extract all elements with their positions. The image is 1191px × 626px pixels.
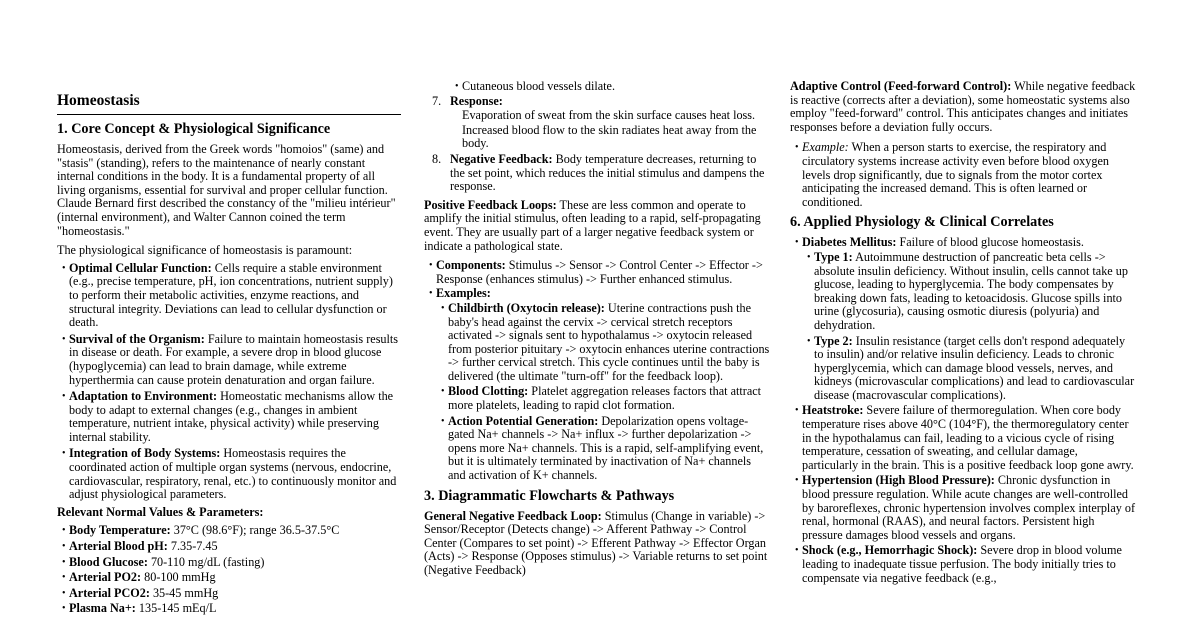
- list-item: • Examples: • Childbirth (Oxytocin release): Uterine contractions push the baby's head against the cervix -> cervical stretch receptors activated -> signals sent to hypothalamus -> oxytocin released from posterior pituitary -> oxytocin enhances uterine contractions -> further cervical stretch. This cycle continues until the baby is delivered (the ultimate "turn-off" for the feedback loop). • Blood Clotting: Platelet aggregation releases factors that attract more platelets, leading to rapid clot formation. • Action Potential Generation: Depolarization opens voltage-gated Na+ channels -> Na+ influx -> further depolarization -> opens more Na+ channels. This is a rapid, self-amplifying event, but it is ultimately terminated by inactivation of Na+ channels and activation of K+ channels.: [424, 287, 770, 482]
- list-item: Increased blood flow to the skin radiates heat away from the body.: [462, 122, 757, 151]
- positive-feedback-list: [424, 259, 770, 483]
- list-item: • Arterial Blood pH: 7.35-7.45: [57, 540, 401, 554]
- examples-sublist: [436, 302, 770, 483]
- list-item: • Diabetes Mellitus: Failure of blood glucose homeostasis. • Type 1: Autoimmune destruction of pancreatic beta cells -> absolute insulin deficiency. Without insulin, cells cannot take up glucose, leading to hyperglycemia. The body compensates by breaking down fats, leading to ketoacidosis. Glucose spills into urine (glycosuria), causing osmotic diuresis (polyuria) and dehydration. • Type 2: Insulin resistance (target cells don't respond adequately to insulin) and/or relative insulin deficiency. Leads to chronic hyperglycemia, which can damage blood vessels, nerves, and kidneys (microvascular complications) and lead to cardiovascular disease (macrovascular complications).: [790, 236, 1136, 402]
- list-item: • Hypertension (High Blood Pressure): Chronic dysfunction in blood pressure regulation. While acute changes are well-controlled by baroreflexes, chronic hypertension involves complex interplay of renal, hormonal (RAAS), and neural factors. Persistent high pressure damages blood vessels and organs.: [790, 474, 1136, 542]
- list-item: • Type 2: Insulin resistance (target cells don't respond adequately to insulin) and/or relative insulin deficiency. Leads to chronic hyperglycemia, which can damage blood vessels, nerves, and kidneys (microvascular complications) and lead to cardiovascular disease (macrovascular complications).: [802, 335, 1136, 403]
- intro-paragraph: Homeostasis, derived from the Greek words "homoios" (same) and "stasis" (standing), refers to the maintenance of nearly constant internal conditions in the body. It is a fundamental property of all living organisms, essential for survival and proper cellular function. Claude Bernard first described the constancy of the "milieu intérieur" (internal environment), and Walter Cannon coined the term "homeostasis.": [57, 142, 396, 238]
- significance-list: [57, 262, 401, 502]
- significance-lead: The physiological significance of homeostasis is paramount:: [57, 243, 353, 258]
- list-item: • Body Temperature: 37°C (98.6°F); range 36.5-37.5°C: [57, 524, 401, 538]
- list-item: • Plasma Na+: 135-145 mEq/L: [57, 602, 401, 616]
- list-item: • Survival of the Organism: Failure to maintain homeostasis results in disease or death. For example, a severe drop in blood glucose (hypoglycemia) can lead to brain damage, while extreme hyperthermia can cause protein denaturation and organ failure.: [57, 333, 401, 387]
- list-item: • Action Potential Generation: Depolarization opens voltage-gated Na+ channels -> Na+ influx -> further depolarization -> opens more Na+ channels. This is a rapid, self-amplifying event, but it is ultimately terminated by inactivation of Na+ channels and activation of K+ channels.: [436, 415, 770, 483]
- normal-values-heading: Relevant Normal Values & Parameters:: [57, 504, 264, 519]
- clinical-list: [790, 236, 1136, 585]
- list-item: • Blood Glucose: 70-110 mg/dL (fasting): [57, 556, 401, 570]
- list-item: • Components: Stimulus -> Sensor -> Control Center -> Effector -> Response (enhances stimulus) -> Further enhanced stimulus.: [424, 259, 770, 286]
- adaptive-example-list: [790, 141, 1136, 209]
- list-item: • Type 1: Autoimmune destruction of pancreatic beta cells -> absolute insulin deficiency. Without insulin, cells cannot take up glucose, leading to hyperglycemia. The body compensates by breaking down fats, leading to ketoacidosis. Glucose spills into urine (glycosuria), causing osmotic diuresis (polyuria) and dehydration.: [802, 251, 1136, 333]
- list-item: • Arterial PCO2: 35-45 mmHg: [57, 587, 401, 601]
- list-item: • Example: When a person starts to exercise, the respiratory and circulatory systems increase activity even before blood oxygen levels drop significantly, due to signals from the motor cortex anticipating the increased demand. This is often learned or conditioned.: [790, 141, 1136, 209]
- list-item: • Heatstroke: Severe failure of thermoregulation. When core body temperature rises above 40°C (104°F), the thermoregulatory center in the hypothalamus can fail, leading to a vicious cycle of rising temperature, cessation of sweating, and cellular damage, particularly in the brain. This is a positive feedback loop gone awry.: [790, 404, 1136, 472]
- general-negative-feedback-paragraph: General Negative Feedback Loop: Stimulus (Change in variable) -> Sensor/Receptor (Detects change) -> Afferent Pathway -> Control Center (Compares to set point) -> Efferent Pathway -> Effector Organ (Acts) -> Response (Opposes stimulus) -> Variable returns to set point (Negative Feedback): [424, 508, 768, 577]
- list-item: • Shock (e.g., Hemorrhagic Shock): Severe drop in blood volume leading to inadequate tissue perfusion. The body initially tries to compensate via negative feedback (e.g.,: [790, 544, 1136, 585]
- step-7-sublist: [450, 109, 770, 151]
- section-3-heading: 3. Diagrammatic Flowcharts & Pathways: [424, 487, 675, 504]
- list-item: Evaporation of sweat from the skin surface causes heat loss.: [462, 108, 756, 123]
- document-title: Homeostasis: [57, 92, 401, 115]
- diabetes-types-sublist: [802, 251, 1136, 403]
- steps-list: [424, 95, 770, 194]
- step-8: 8. Negative Feedback: Body temperature decreases, returning to the set point, which reduces the initial stimulus and dampens the response.: [432, 151, 765, 194]
- list-item: • Integration of Body Systems: Homeostasis requires the coordinated action of multiple organ systems (nervous, endocrine, cardiovascular, respiratory, renal, etc.) to continuously monitor and adjust physiological parameters.: [57, 447, 401, 501]
- column-3: [790, 80, 1136, 589]
- normal-values-list: [57, 524, 401, 616]
- response-sublist-cont: [424, 80, 770, 94]
- column-1: [57, 92, 401, 620]
- list-item: • Childbirth (Oxytocin release): Uterine contractions push the baby's head against the cervix -> cervical stretch receptors activated -> signals sent to hypothalamus -> oxytocin released from posterior pituitary -> oxytocin enhances uterine contractions -> further cervical stretch. This cycle continues until the baby is delivered (the ultimate "turn-off" for the feedback loop).: [436, 302, 770, 384]
- step-7: 7. Response: Evaporation of sweat from the skin surface causes heat loss. Increased blood flow to the skin radiates heat away from the body.: [424, 95, 770, 151]
- section-6-heading: 6. Applied Physiology & Clinical Correlates: [790, 214, 1054, 231]
- list-item: • Blood Clotting: Platelet aggregation releases factors that attract more platelets, leading to rapid clot formation.: [436, 385, 770, 412]
- list-item: • Adaptation to Environment: Homeostatic mechanisms allow the body to adapt to external changes (e.g., changes in ambient temperature, nutrient intake, physical activity) while preserving internal stability.: [57, 390, 401, 444]
- list-item: • Optimal Cellular Function: Cells require a stable environment (e.g., precise temperature, pH, ion concentrations, nutrient supply) to perform their metabolic activities, enzyme reactions, and structural integrity. Deviations can lead to cellular dysfunction or death.: [57, 262, 401, 330]
- list-item: • Cutaneous blood vessels dilate.: [450, 80, 770, 94]
- positive-feedback-paragraph: Positive Feedback Loops: These are less common and operate to amplify the initial stimulus, often leading to a rapid, self-propagating event. They are usually part of a larger negative feedback system or indicate a pathological state.: [424, 197, 761, 253]
- column-2: [424, 80, 770, 584]
- list-item: • Arterial PO2: 80-100 mmHg: [57, 571, 401, 585]
- section-1-heading: 1. Core Concept & Physiological Significance: [57, 121, 331, 137]
- adaptive-control-paragraph: Adaptive Control (Feed-forward Control): While negative feedback is reactive (corrects after a deviation), some homeostatic systems also employ "feed-forward" control. This anticipates changes and initiates responses before a deviation fully occurs.: [790, 79, 1136, 134]
